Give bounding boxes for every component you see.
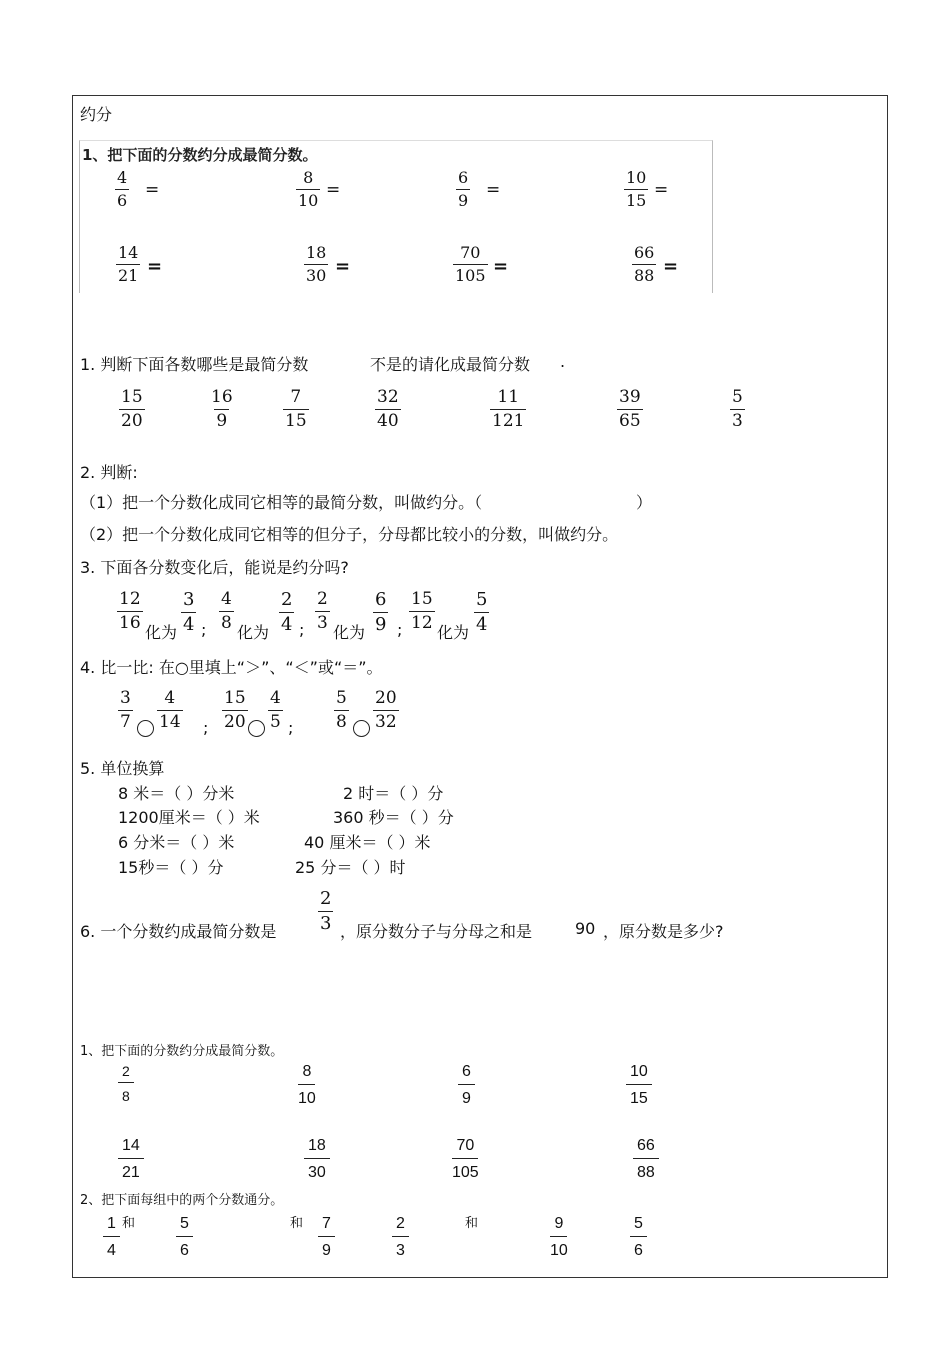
section2-fraction [298, 1064, 316, 1107]
q1-fraction-denominator: 121 [492, 411, 525, 431]
section3-fraction-numerator: 9 [550, 1216, 567, 1237]
section3-instruction: 2、把下面每组中的两个分数通分。 [80, 1193, 284, 1208]
q6-prefix: 6. 一个分数约成最简分数是 [80, 922, 277, 941]
q3-change-text: 化为 [145, 623, 178, 642]
q3-result-fraction [474, 591, 489, 634]
section3-fraction [176, 1216, 193, 1259]
q3-original-fraction-numerator: 15 [411, 589, 433, 609]
q3-separator: ; [299, 620, 305, 639]
section3-fraction-numerator: 2 [392, 1216, 409, 1237]
compare-circle [353, 720, 370, 737]
q1-fraction-numerator: 5 [732, 387, 743, 407]
q4-right-fraction [268, 690, 283, 731]
q4-left-fraction-denominator: 7 [120, 712, 131, 732]
q1-fraction-numerator: 15 [121, 387, 143, 407]
scanned-fraction-denominator: 21 [118, 266, 139, 285]
q1-fraction-denominator: 15 [285, 411, 307, 431]
scanned-fraction-denominator: 15 [626, 191, 647, 210]
q1-label-2: 不是的请化成最简分数 [370, 355, 531, 374]
q4-separator: ; [203, 718, 209, 737]
scanned-fraction [456, 170, 470, 209]
q1-label: 1. 判断下面各数哪些是最简分数 [80, 355, 309, 374]
q4-right-fraction-numerator: 20 [375, 688, 397, 708]
q1-fraction-numerator: 11 [497, 387, 520, 407]
scanned-fraction [632, 245, 656, 284]
q1-fraction [730, 389, 745, 430]
q3-original-fraction [315, 591, 330, 632]
section2-fraction-denominator: 30 [308, 1164, 326, 1181]
section3-fraction [103, 1216, 120, 1259]
q3-result-fraction [181, 591, 196, 634]
q1-fraction [490, 389, 526, 430]
q5-line-2-right: 360 秒＝（ ）分 [333, 808, 454, 827]
and-text: 和 [465, 1216, 479, 1231]
compare-circle [137, 720, 154, 737]
q1-fraction-denominator: 65 [619, 411, 641, 431]
section2-fraction-denominator: 105 [452, 1164, 479, 1181]
q1-fraction [375, 389, 401, 430]
section2-fraction-denominator: 21 [122, 1164, 140, 1181]
q6-numerator: 2 [320, 888, 332, 909]
q3-original-fraction-numerator: 12 [119, 589, 141, 609]
scanned-fraction [453, 245, 488, 284]
q1-fraction-denominator: 20 [121, 411, 143, 431]
q3-result-fraction [373, 591, 388, 634]
q4-label: 4. 比一比: 在○里填上“＞”、“＜”或“＝”。 [80, 658, 383, 677]
q1-fraction-denominator: 40 [377, 411, 399, 431]
q5-line-3-right: 40 厘米＝（ ）米 [304, 833, 431, 852]
q3-separator: ; [397, 620, 403, 639]
section3-fraction [318, 1216, 335, 1259]
q3-original-fraction-denominator: 16 [119, 613, 141, 633]
q3-original-fraction-denominator: 8 [221, 613, 232, 633]
q5-line-1-right: 2 时＝（ ）分 [343, 784, 444, 803]
q4-left-fraction-numerator: 3 [120, 688, 131, 708]
q1-fraction-numerator: 7 [290, 387, 302, 407]
q1-fraction [617, 389, 643, 430]
equals-sign: = [663, 256, 679, 277]
scanned-fraction [296, 170, 320, 209]
q3-label: 3. 下面各分数变化后，能说是约分吗? [80, 558, 349, 577]
section3-fraction-numerator: 7 [318, 1216, 335, 1237]
q4-left-fraction [334, 690, 349, 731]
section3-fraction-denominator: 4 [107, 1242, 116, 1259]
equals-sign: = [654, 180, 669, 200]
q3-original-fraction [409, 591, 435, 632]
q3-change-text: 化为 [333, 623, 366, 642]
section2-fraction-numerator: 70 [452, 1138, 478, 1159]
q3-result-fraction-numerator: 6 [375, 589, 387, 610]
q3-original-fraction-numerator: 2 [317, 589, 328, 609]
section3-fraction [630, 1216, 647, 1259]
q3-result-fraction [279, 591, 294, 634]
section2-fraction [633, 1138, 659, 1181]
q3-result-fraction-numerator: 2 [281, 589, 293, 610]
q1-fraction [119, 389, 145, 430]
q2-item-2: （2）把一个分数化成同它相等的但分子，分母都比较小的分数，叫做约分。 [80, 525, 619, 544]
compare-circle [248, 720, 265, 737]
q1-fraction-numerator: 39 [619, 387, 641, 407]
equals-sign: = [493, 256, 509, 277]
q4-right-fraction-denominator: 32 [375, 712, 397, 732]
q2-label: 2. 判断: [80, 463, 138, 482]
q5-line-4-right: 25 分＝（ ）时 [295, 858, 406, 877]
q4-right-fraction-denominator: 14 [159, 712, 181, 732]
q4-right-fraction-numerator: 4 [270, 688, 281, 708]
and-text: 和 [290, 1216, 304, 1231]
q6-middle: ，原分数分子与分母之和是 [340, 922, 533, 941]
q4-left-fraction-numerator: 5 [336, 688, 347, 708]
q6-number: 90 [575, 919, 596, 938]
scanned-fraction-numerator: 18 [306, 243, 327, 262]
q6-suffix: ，原分数是多少? [603, 922, 724, 941]
section3-fraction-denominator: 6 [180, 1242, 189, 1259]
q4-right-fraction [157, 690, 183, 731]
q4-left-fraction [118, 690, 133, 731]
scanned-fraction-denominator: 30 [306, 266, 327, 285]
q5-line-4-left: 15秒＝（ ）分 [118, 858, 224, 877]
q4-left-fraction-numerator: 15 [224, 688, 246, 708]
section2-fraction [118, 1138, 144, 1181]
q1-dot: . [560, 352, 566, 371]
equals-sign: = [326, 180, 341, 200]
q4-left-fraction-denominator: 20 [224, 712, 246, 732]
q3-change-text: 化为 [237, 623, 270, 642]
q4-left-fraction [222, 690, 248, 731]
equals-sign: = [147, 256, 163, 277]
section3-fraction-denominator: 3 [396, 1242, 405, 1259]
section3-fraction-numerator: 5 [630, 1216, 647, 1237]
q3-change-text: 化为 [437, 623, 470, 642]
q3-original-fraction-denominator: 12 [411, 613, 433, 633]
q4-separator: ; [288, 718, 294, 737]
scanned-fraction-numerator: 70 [460, 243, 481, 262]
equals-sign: = [335, 256, 351, 277]
q3-original-fraction [219, 591, 234, 632]
section2-fraction [626, 1064, 652, 1107]
section2-fraction-numerator: 14 [118, 1138, 144, 1159]
section2-fraction-numerator: 18 [304, 1138, 330, 1159]
section2-fraction [458, 1064, 475, 1107]
section2-instruction: 1、把下面的分数约分成最简分数。 [80, 1044, 284, 1059]
q5-line-2-left: 1200厘米＝（ ）米 [118, 808, 260, 827]
q5-line-3-left: 6 分米＝（ ）米 [118, 833, 235, 852]
q3-result-fraction-numerator: 5 [476, 589, 488, 610]
section3-fraction-denominator: 6 [634, 1242, 643, 1259]
scanned-fraction-numerator: 6 [458, 168, 469, 187]
scanned-instruction: 1、把下面的分数约分成最简分数。 [82, 146, 318, 164]
q3-result-fraction-denominator: 9 [375, 614, 387, 635]
scanned-fraction-denominator: 88 [634, 266, 655, 285]
section2-fraction-denominator: 88 [637, 1164, 655, 1181]
section2-fraction-numerator: 10 [626, 1064, 652, 1085]
scanned-fraction-denominator: 9 [458, 191, 469, 210]
equals-sign: = [145, 180, 160, 200]
scanned-fraction-numerator: 10 [626, 168, 647, 187]
section2-fraction [452, 1138, 479, 1181]
q3-original-fraction [117, 591, 143, 632]
section2-fraction-numerator: 2 [118, 1064, 134, 1083]
section3-fraction-denominator: 9 [322, 1242, 331, 1259]
q1-fraction [209, 389, 235, 430]
section3-fraction [392, 1216, 409, 1259]
section2-fraction-numerator: 66 [633, 1138, 659, 1159]
q3-result-fraction-numerator: 3 [183, 589, 195, 610]
q4-left-fraction-denominator: 8 [336, 712, 347, 732]
q2-item-1: （1）把一个分数化成同它相等的最简分数，叫做约分。（ [80, 493, 483, 512]
section2-fraction [304, 1138, 330, 1181]
section3-fraction-denominator: 10 [550, 1242, 568, 1259]
q3-original-fraction-denominator: 3 [317, 613, 328, 633]
q1-fraction-denominator: 3 [732, 411, 743, 431]
q1-fraction-numerator: 32 [377, 387, 399, 407]
section3-fraction-numerator: 1 [103, 1216, 120, 1237]
q3-separator: ; [201, 620, 207, 639]
scanned-fraction-denominator: 6 [117, 191, 128, 210]
section2-fraction-numerator: 6 [458, 1064, 475, 1085]
q2-item-1-close: ） [636, 493, 653, 512]
scanned-fraction [624, 170, 648, 209]
scanned-fraction [116, 245, 140, 284]
scanned-fraction-denominator: 10 [298, 191, 319, 210]
q3-result-fraction-denominator: 4 [476, 614, 488, 635]
section2-fraction [118, 1064, 134, 1103]
q1-fraction-denominator: 9 [216, 411, 228, 431]
section2-fraction-denominator: 9 [462, 1090, 471, 1107]
page-title: 约分 [80, 105, 113, 124]
q4-right-fraction [373, 690, 399, 731]
scanned-fraction-numerator: 14 [118, 243, 139, 262]
section2-fraction-denominator: 10 [298, 1090, 316, 1107]
q3-result-fraction-denominator: 4 [183, 614, 195, 635]
q6-denominator: 3 [320, 913, 332, 934]
q1-fraction-numerator: 16 [211, 387, 233, 407]
q5-label: 5. 单位换算 [80, 759, 165, 778]
and-text: 和 [122, 1216, 136, 1231]
q6-fraction [318, 890, 333, 933]
section2-fraction-denominator: 8 [122, 1088, 130, 1104]
equals-sign: = [486, 180, 501, 200]
section2-fraction-denominator: 15 [630, 1090, 648, 1107]
scanned-fraction-numerator: 8 [303, 168, 314, 187]
scanned-fraction [115, 170, 129, 209]
q5-line-1-left: 8 米＝（ ）分米 [118, 784, 235, 803]
section3-fraction [550, 1216, 568, 1259]
section3-fraction-numerator: 5 [176, 1216, 193, 1237]
section2-fraction-numerator: 8 [298, 1064, 315, 1085]
q1-fraction [283, 389, 309, 430]
q4-right-fraction-numerator: 4 [164, 688, 176, 708]
q3-result-fraction-denominator: 4 [281, 614, 293, 635]
scanned-fraction-denominator: 105 [455, 266, 486, 285]
scanned-fraction-numerator: 66 [634, 243, 655, 262]
q4-right-fraction-denominator: 5 [270, 712, 281, 732]
scanned-fraction-numerator: 4 [117, 168, 128, 187]
scanned-fraction [304, 245, 328, 284]
q3-original-fraction-numerator: 4 [221, 589, 232, 609]
